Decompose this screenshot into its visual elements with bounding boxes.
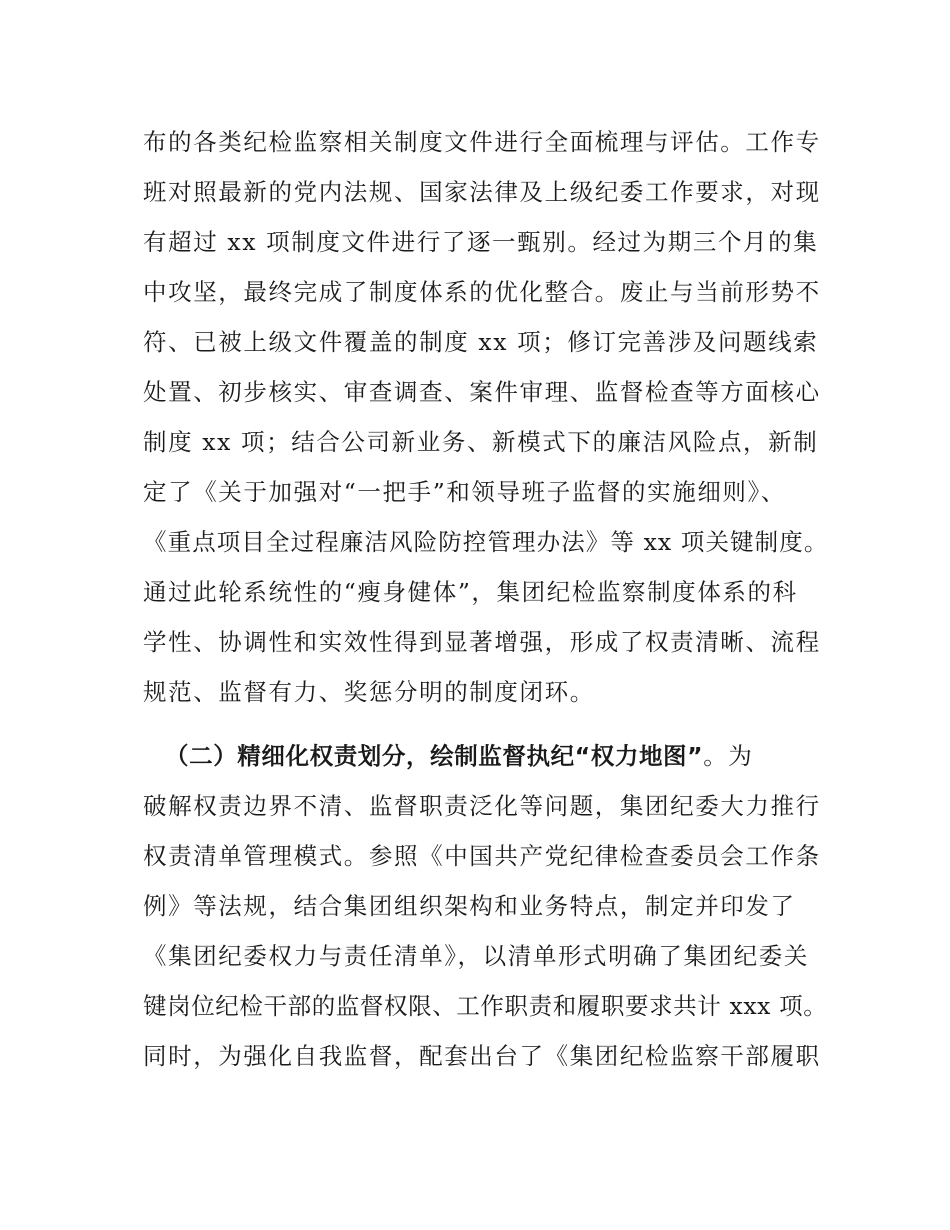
text-line: 例》等法规，结合集团组织架构和业务特点，制定并印发了 [143,892,796,920]
text-line: 中攻坚，最终完成了制度体系的优化整合。废止与当前形势不 [143,278,821,306]
text-line: 通过此轮系统性的“瘦身健体”，集团纪检监察制度体系的科 [143,578,798,606]
section-heading: （二）精细化权责划分，绘制监督执纪“权力地图” [165,742,704,770]
text-line: 键岗位纪检干部的监督权限、工作职责和履职要求共计 xxx 项。 [143,992,828,1020]
text-line: 符、已被上级文件覆盖的制度 xx 项；修订完善涉及问题线索 [143,328,819,356]
text-line: 处置、初步核实、审查调查、案件审理、监督检查等方面核心 [143,378,821,406]
section-heading-line [165,732,833,780]
text-line: 班对照最新的党内法规、国家法律及上级纪委工作要求，对现 [143,178,821,206]
text-line: 同时，为强化自我监督，配套出台了《集团纪检监察干部履职 [143,1042,821,1070]
text-line: 《集团纪委权力与责任清单》，以清单形式明确了集团纪委关 [143,942,809,970]
heading-tail-text: 。为 [703,742,754,770]
text-line: 学性、协调性和实效性得到显著增强，形成了权责清晰、流程 [143,628,821,656]
text-line: 规范、监督有力、奖惩分明的制度闭环。 [143,678,595,706]
text-line: 破解权责边界不清、监督职责泛化等问题，集团纪委大力推行 [143,792,821,820]
text-line: 布的各类纪检监察相关制度文件进行全面梳理与评估。工作专 [143,128,821,156]
text-line: 权责清单管理模式。参照《中国共产党纪律检查委员会工作条 [143,842,821,870]
text-line: 定了《关于加强对“一把手”和领导班子监督的实施细则》、 [143,478,786,506]
text-line: 《重点项目全过程廉洁风险防控管理办法》等 xx 项关键制度。 [143,528,829,556]
text-line: 有超过 xx 项制度文件进行了逐一甄别。经过为期三个月的集 [143,228,819,256]
text-line: 制度 xx 项；结合公司新业务、新模式下的廉洁风险点，新制 [143,428,819,456]
